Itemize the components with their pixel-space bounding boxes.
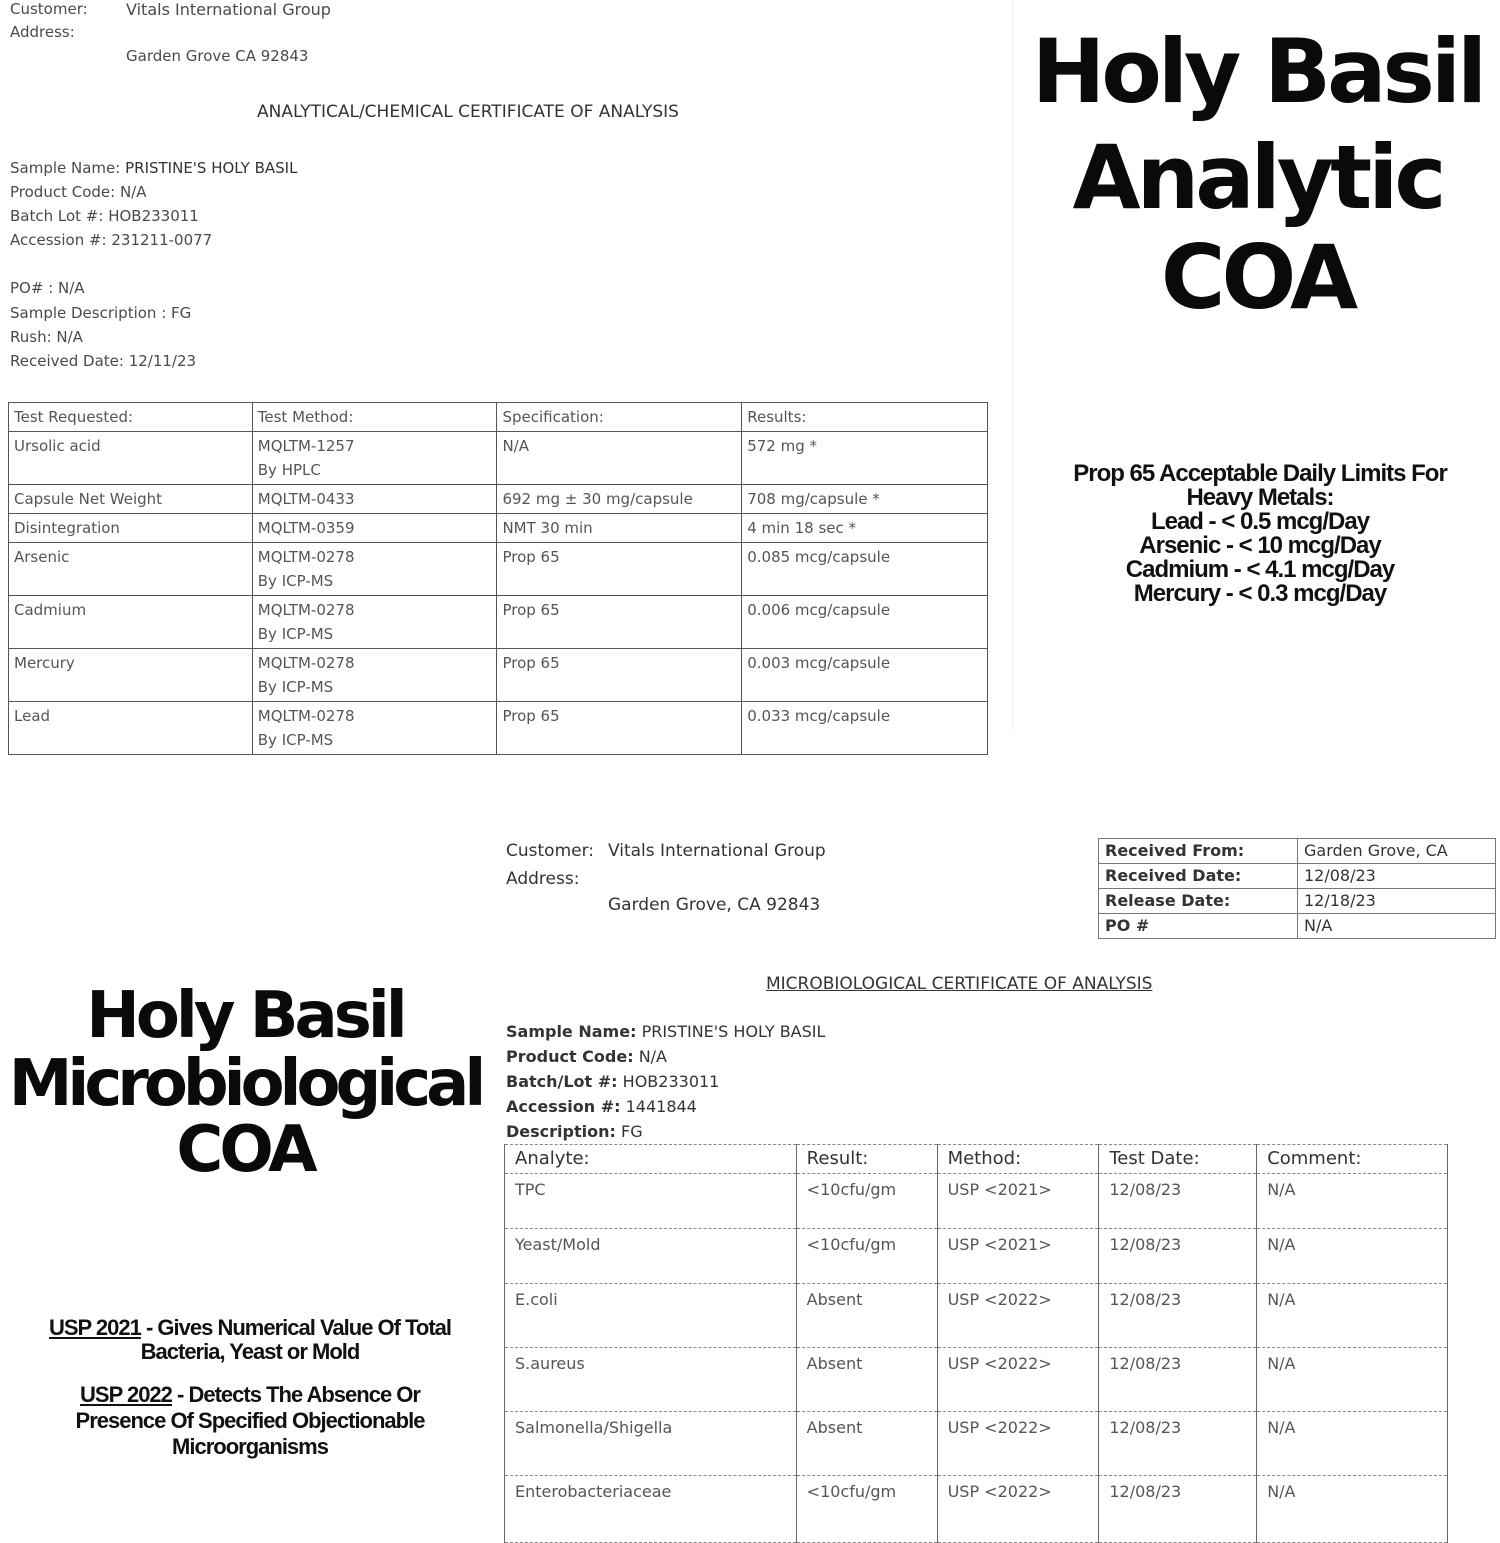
micro-batch-label: Batch/Lot #: [506,1072,618,1091]
cell-test: Cadmium [9,596,253,649]
method-code: MQLTM-0278 [257,707,355,725]
micro-title-line2: Microbiological [8,1047,482,1121]
received-date-label: Received Date: [1099,864,1298,889]
cell-method: USP <2022> [937,1284,1099,1348]
header-analyte: Analyte: [505,1145,797,1174]
received-from-label: Received From: [1099,839,1298,864]
prop65-cadmium: Cadmium - < 4.1 mcg/Day [1125,556,1395,583]
usp2022-text2: Presence Of Specified Objectionable [75,1408,425,1433]
cell-method: MQLTM-0433 [252,485,497,514]
header-results: Results: [742,403,988,432]
rush: Rush: N/A [10,328,83,346]
address-label: Address: [10,23,75,41]
micro-description [506,1122,643,1141]
cell-result: 0.003 mcg/capsule [742,649,988,702]
cell-comment: N/A [1257,1476,1448,1543]
header-method: Method: [937,1145,1099,1174]
table-row [9,649,988,702]
micro-accession-value: 1441844 [625,1097,697,1116]
micro-sample-name-value: PRISTINE'S HOLY BASIL [641,1022,826,1041]
table-header-row [505,1145,1448,1174]
micro-title-line1: Holy Basil [86,979,404,1053]
cell-spec: Prop 65 [497,596,742,649]
cell-spec: Prop 65 [497,543,742,596]
cell-date: 12/08/23 [1099,1412,1257,1476]
table-row [505,1476,1448,1543]
analytical-results-table [8,402,988,755]
method-code: MQLTM-0278 [257,548,355,566]
cell-result: 4 min 18 sec * [742,514,988,543]
cell-method: USP <2022> [937,1412,1099,1476]
table-row [9,543,988,596]
table-row [505,1284,1448,1348]
cell-method [252,543,497,596]
header-result: Result: [796,1145,937,1174]
sample-name-label: Sample Name: [10,159,121,177]
micro-customer-label: Customer: [506,841,595,861]
cell-comment: N/A [1257,1174,1448,1229]
micro-product-code [506,1047,667,1066]
header-test-date: Test Date: [1099,1145,1257,1174]
cell-result: <10cfu/gm [796,1476,937,1543]
analytical-heading: ANALYTICAL/CHEMICAL CERTIFICATE OF ANALYSIS [257,102,679,122]
received-from-value: Garden Grove, CA [1298,839,1496,864]
cell-method [252,596,497,649]
table-row [1099,889,1496,914]
micro-address-value: Garden Grove, CA 92843 [608,895,821,915]
sample-name [10,159,297,177]
micro-description-label: Description: [506,1122,616,1141]
micro-heading: MICROBIOLOGICAL CERTIFICATE OF ANALYSIS [766,974,1153,994]
cell-test: Mercury [9,649,253,702]
cell-test: Disintegration [9,514,253,543]
micro-title-line3: COA [176,1113,314,1187]
cell-date: 12/08/23 [1099,1476,1257,1543]
analytic-title-line3: COA [1160,226,1355,329]
cell-result: <10cfu/gm [796,1229,937,1284]
method-code: MQLTM-0278 [257,654,355,672]
header-specification: Specification: [497,403,742,432]
table-row [9,702,988,755]
cell-comment: N/A [1257,1348,1448,1412]
received-date: Received Date: 12/11/23 [10,352,197,370]
header-test-requested: Test Requested: [9,403,253,432]
cell-analyte: Salmonella/Shigella [505,1412,797,1476]
usp2021-note [10,1316,490,1364]
cell-test: Arsenic [9,543,253,596]
header-comment: Comment: [1257,1145,1448,1174]
cell-method [252,649,497,702]
cell-method: MQLTM-0359 [252,514,497,543]
method-technique: By ICP-MS [257,731,334,749]
table-row [9,432,988,485]
usp2022-text3: Microorganisms [172,1434,328,1459]
release-date-label: Release Date: [1099,889,1298,914]
micro-accession [506,1097,697,1116]
cell-analyte: Enterobacteriaceae [505,1476,797,1543]
cell-result: 0.085 mcg/capsule [742,543,988,596]
po-value: N/A [1298,914,1496,939]
table-row [9,514,988,543]
cell-spec: Prop 65 [497,649,742,702]
prop65-arsenic: Arsenic - < 10 mcg/Day [1139,532,1381,559]
cell-date: 12/08/23 [1099,1348,1257,1412]
cell-result: Absent [796,1348,937,1412]
table-row [505,1174,1448,1229]
cell-method: USP <2022> [937,1348,1099,1412]
table-header-row [9,403,988,432]
table-row [1099,864,1496,889]
usp2022-text: - Detects The Absence Or [171,1382,420,1407]
release-date-value: 12/18/23 [1298,889,1496,914]
cell-result: 0.033 mcg/capsule [742,702,988,755]
table-row [9,485,988,514]
micro-batch [506,1072,719,1091]
cell-date: 12/08/23 [1099,1229,1257,1284]
table-row [9,596,988,649]
analytic-title-line2: Analytic [1072,126,1443,229]
cell-result: <10cfu/gm [796,1174,937,1229]
prop65-line2: Heavy Metals: [1186,484,1334,511]
method-technique: By ICP-MS [257,678,334,696]
prop65-line1: Prop 65 Acceptable Daily Limits For [1073,460,1447,487]
micro-address-label: Address: [506,869,580,889]
table-row [505,1348,1448,1412]
cell-comment: N/A [1257,1229,1448,1284]
micro-product-code-value: N/A [638,1047,667,1066]
method-technique: By ICP-MS [257,625,334,643]
customer-label: Customer: [10,0,88,18]
usp2021-term: USP 2021 [48,1315,141,1340]
usp2022-note [10,1382,490,1460]
micro-sample-name [506,1022,825,1041]
cell-test: Ursolic acid [9,432,253,485]
usp2021-text2: Bacteria, Yeast or Mold [140,1339,360,1364]
sample-description: Sample Description : FG [10,304,192,322]
method-technique: By ICP-MS [257,572,334,590]
method-technique: By HPLC [257,461,321,479]
cell-test: Lead [9,702,253,755]
cell-spec: NMT 30 min [497,514,742,543]
analytic-title-line1: Holy Basil [1031,20,1484,123]
micro-sample-name-label: Sample Name: [506,1022,637,1041]
batch-lot: Batch Lot #: HOB233011 [10,207,199,225]
cell-result: 572 mg * [742,432,988,485]
received-date-value: 12/08/23 [1298,864,1496,889]
micro-accession-label: Accession #: [506,1097,621,1116]
prop65-mercury: Mercury - < 0.3 mcg/Day [1133,580,1387,607]
cell-method: USP <2021> [937,1174,1099,1229]
method-code: MQLTM-1257 [257,437,355,455]
cell-analyte: E.coli [505,1284,797,1348]
panel-divider [1012,0,1013,730]
cell-method [252,432,497,485]
cell-method [252,702,497,755]
prop65-lead: Lead - < 0.5 mcg/Day [1150,508,1370,535]
cell-result: 0.006 mcg/capsule [742,596,988,649]
header-test-method: Test Method: [252,403,497,432]
cell-result: Absent [796,1412,937,1476]
address-value: Garden Grove CA 92843 [126,47,309,65]
cell-analyte: Yeast/Mold [505,1229,797,1284]
prop65-heading [1020,462,1500,606]
customer-value: Vitals International Group [126,0,331,19]
cell-analyte: S.aureus [505,1348,797,1412]
usp2021-text: - Gives Numerical Value Of Total [140,1315,452,1340]
cell-date: 12/08/23 [1099,1174,1257,1229]
product-code: Product Code: N/A [10,183,147,201]
micro-customer-value: Vitals International Group [608,841,826,861]
cell-analyte: TPC [505,1174,797,1229]
usp2022-term: USP 2022 [80,1382,172,1407]
micro-description-value: FG [620,1122,643,1141]
cell-date: 12/08/23 [1099,1284,1257,1348]
po-number: PO# : N/A [10,279,85,297]
cell-spec: Prop 65 [497,702,742,755]
table-row [505,1229,1448,1284]
po-label: PO # [1099,914,1298,939]
cell-test: Capsule Net Weight [9,485,253,514]
table-row [1099,914,1496,939]
method-code: MQLTM-0278 [257,601,355,619]
micro-product-code-label: Product Code: [506,1047,634,1066]
cell-comment: N/A [1257,1412,1448,1476]
sample-name-value: PRISTINE'S HOLY BASIL [125,159,298,177]
cell-spec: 692 mg ± 30 mg/capsule [497,485,742,514]
cell-method: USP <2021> [937,1229,1099,1284]
cell-result: Absent [796,1284,937,1348]
micro-batch-value: HOB233011 [622,1072,720,1091]
micro-results-table [504,1144,1448,1543]
table-row [1099,839,1496,864]
cell-method: USP <2022> [937,1476,1099,1543]
accession: Accession #: 231211-0077 [10,231,213,249]
cell-spec: N/A [497,432,742,485]
table-row [505,1412,1448,1476]
cell-comment: N/A [1257,1284,1448,1348]
received-info-table [1098,838,1496,939]
cell-result: 708 mg/capsule * [742,485,988,514]
